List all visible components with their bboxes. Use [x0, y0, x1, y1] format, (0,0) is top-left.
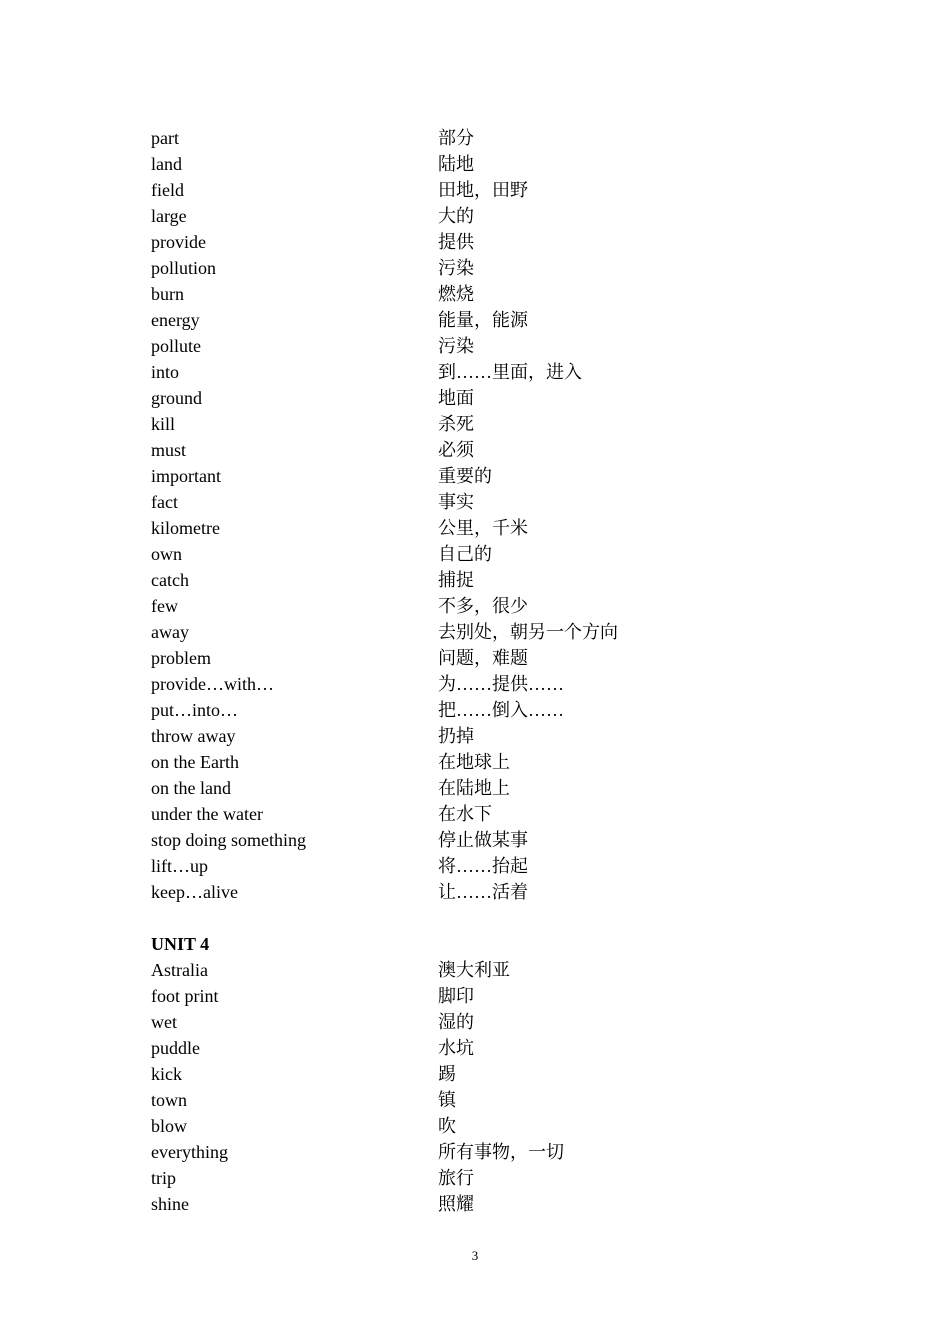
- vocab-row: [151, 385, 751, 411]
- english-term: land: [151, 154, 182, 174]
- english-term: fact: [151, 492, 178, 512]
- chinese-meaning: 让……活着: [438, 882, 528, 902]
- english-term: away: [151, 622, 189, 642]
- unit-heading: UNIT 4: [151, 934, 210, 954]
- chinese-meaning: 到……里面，进入: [438, 362, 582, 382]
- chinese-meaning: 事实: [438, 492, 474, 512]
- vocab-row: [151, 957, 751, 983]
- chinese-meaning: 能量，能源: [438, 310, 528, 330]
- english-term: foot print: [151, 986, 219, 1006]
- vocab-row: [151, 229, 751, 255]
- chinese-meaning: 杀死: [438, 414, 474, 434]
- english-term: stop doing something: [151, 830, 307, 850]
- vocab-row: [151, 255, 751, 281]
- english-term: trip: [151, 1168, 176, 1188]
- vocab-row: [151, 827, 751, 853]
- english-term: into: [151, 362, 180, 382]
- chinese-meaning: 在水下: [438, 804, 492, 824]
- english-term: few: [151, 596, 178, 616]
- vocab-row: [151, 879, 751, 905]
- chinese-meaning: 为……提供……: [438, 674, 564, 694]
- vocab-row: [151, 775, 751, 801]
- vocab-row: [151, 593, 751, 619]
- english-term: kill: [151, 414, 176, 434]
- english-term: ground: [151, 388, 202, 408]
- english-term: kilometre: [151, 518, 220, 538]
- vocab-row: [151, 515, 751, 541]
- vocab-row: [151, 1009, 751, 1035]
- chinese-meaning: 提供: [438, 232, 474, 252]
- chinese-meaning: 吹: [438, 1116, 456, 1136]
- vocab-row: [151, 1191, 751, 1217]
- vocab-row: [151, 489, 751, 515]
- chinese-meaning: 燃烧: [438, 284, 474, 304]
- english-term: problem: [151, 648, 211, 668]
- vocab-row: [151, 151, 751, 177]
- english-term: blow: [151, 1116, 187, 1136]
- vocab-row: [151, 281, 751, 307]
- english-term: large: [151, 206, 187, 226]
- chinese-meaning: 捕捉: [438, 570, 474, 590]
- chinese-meaning: 停止做某事: [438, 830, 528, 850]
- vocab-row: [151, 671, 751, 697]
- vocab-row: [151, 203, 751, 229]
- english-term: throw away: [151, 726, 236, 746]
- chinese-meaning: 自己的: [438, 544, 492, 564]
- vocab-row: [151, 541, 751, 567]
- chinese-meaning: 去别处，朝另一个方向: [438, 622, 618, 642]
- english-term: field: [151, 180, 184, 200]
- vocab-row: [151, 463, 751, 489]
- english-term: under the water: [151, 804, 263, 824]
- vocab-row: [151, 1139, 751, 1165]
- chinese-meaning: 重要的: [438, 466, 492, 486]
- chinese-meaning: 污染: [438, 336, 474, 356]
- vocab-row: [151, 177, 751, 203]
- english-term: on the Earth: [151, 752, 239, 772]
- vocab-row: [151, 853, 751, 879]
- vocab-row: [151, 567, 751, 593]
- english-term: puddle: [151, 1038, 200, 1058]
- english-term: put…into…: [151, 700, 239, 720]
- english-term: town: [151, 1090, 187, 1110]
- english-term: catch: [151, 570, 189, 590]
- chinese-meaning: 所有事物，一切: [438, 1142, 564, 1162]
- vocab-row: [151, 411, 751, 437]
- vocab-row: [151, 697, 751, 723]
- vocab-row: [151, 645, 751, 671]
- english-term: pollution: [151, 258, 217, 278]
- chinese-meaning: 不多，很少: [438, 596, 528, 616]
- english-term: must: [151, 440, 187, 460]
- english-term: Astralia: [151, 960, 208, 980]
- chinese-meaning: 大的: [438, 206, 474, 226]
- chinese-meaning: 在陆地上: [438, 778, 510, 798]
- english-term: on the land: [151, 778, 231, 798]
- english-term: everything: [151, 1142, 228, 1162]
- english-term: kick: [151, 1064, 182, 1084]
- vocab-row: [151, 359, 751, 385]
- chinese-meaning: 澳大利亚: [438, 960, 510, 980]
- english-term: energy: [151, 310, 200, 330]
- chinese-meaning: 污染: [438, 258, 474, 278]
- chinese-meaning: 田地，田野: [438, 180, 528, 200]
- english-term: provide: [151, 232, 206, 252]
- chinese-meaning: 必须: [438, 440, 474, 460]
- vocab-row: [151, 619, 751, 645]
- chinese-meaning: 踢: [438, 1064, 456, 1084]
- vocab-row: [151, 1061, 751, 1087]
- vocab-row: [151, 723, 751, 749]
- english-term: burn: [151, 284, 184, 304]
- chinese-meaning: 照耀: [438, 1194, 474, 1214]
- chinese-meaning: 部分: [438, 128, 474, 148]
- chinese-meaning: 地面: [438, 388, 474, 408]
- vocab-row: [151, 1087, 751, 1113]
- vocab-row: [151, 437, 751, 463]
- chinese-meaning: 陆地: [438, 154, 474, 174]
- page-number: 3: [471, 1248, 479, 1263]
- vocab-row: [151, 307, 751, 333]
- vocabulary-list: [151, 125, 751, 905]
- english-term: pollute: [151, 336, 201, 356]
- chinese-meaning: 镇: [438, 1090, 456, 1110]
- vocab-row: [151, 983, 751, 1009]
- chinese-meaning: 问题，难题: [438, 648, 528, 668]
- vocab-row: [151, 1165, 751, 1191]
- chinese-meaning: 水坑: [438, 1038, 474, 1058]
- unit-4-section: [151, 931, 751, 1217]
- english-term: wet: [151, 1012, 177, 1032]
- chinese-meaning: 在地球上: [438, 752, 510, 772]
- english-term: keep…alive: [151, 882, 238, 902]
- chinese-meaning: 公里，千米: [438, 518, 528, 538]
- chinese-meaning: 把……倒入……: [438, 700, 564, 720]
- vocab-row: [151, 125, 751, 151]
- chinese-meaning: 扔掉: [438, 726, 474, 746]
- english-term: important: [151, 466, 221, 486]
- chinese-meaning: 旅行: [438, 1168, 474, 1188]
- english-term: provide…with…: [151, 674, 274, 694]
- chinese-meaning: 将……抬起: [438, 856, 528, 876]
- english-term: part: [151, 128, 179, 148]
- vocab-row: [151, 749, 751, 775]
- vocab-row: [151, 801, 751, 827]
- english-term: lift…up: [151, 856, 208, 876]
- chinese-meaning: 湿的: [438, 1012, 474, 1032]
- vocab-row: [151, 333, 751, 359]
- vocab-row: [151, 1035, 751, 1061]
- english-term: shine: [151, 1194, 189, 1214]
- vocab-row: [151, 1113, 751, 1139]
- english-term: own: [151, 544, 182, 564]
- chinese-meaning: 脚印: [438, 986, 474, 1006]
